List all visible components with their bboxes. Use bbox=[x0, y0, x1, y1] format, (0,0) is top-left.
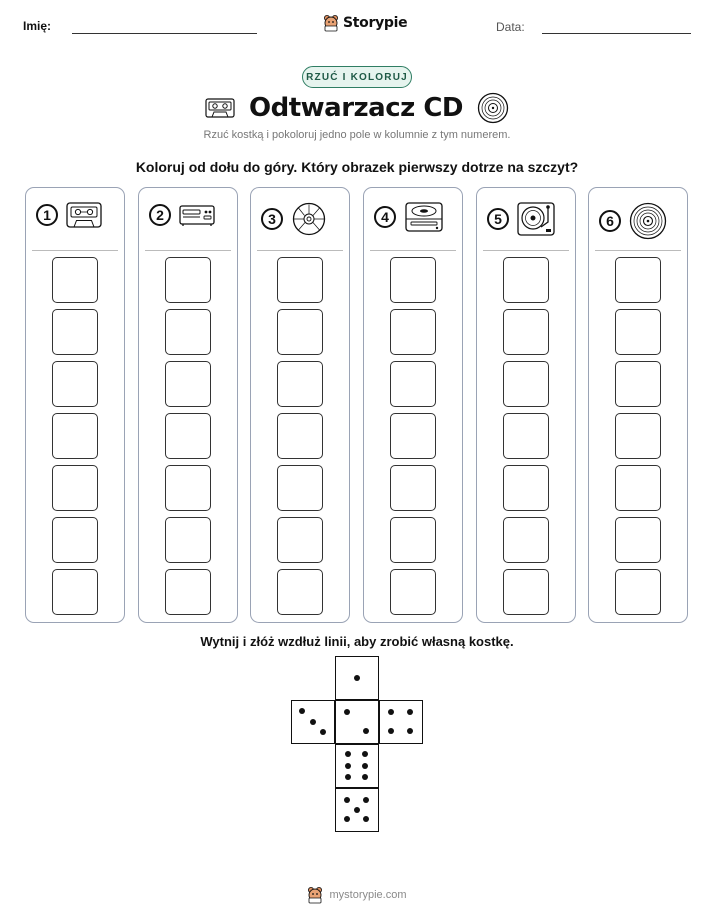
die-pip bbox=[362, 763, 368, 769]
color-cell[interactable] bbox=[503, 517, 549, 563]
die-face-1 bbox=[335, 656, 379, 700]
color-cell[interactable] bbox=[390, 517, 436, 563]
column-number: 4 bbox=[374, 206, 396, 228]
title-row bbox=[0, 92, 714, 124]
color-cell[interactable] bbox=[165, 465, 211, 511]
column-header bbox=[36, 202, 102, 228]
column-2 bbox=[138, 187, 238, 623]
column-divider bbox=[595, 250, 681, 251]
column-3 bbox=[250, 187, 350, 623]
color-cell[interactable] bbox=[503, 465, 549, 511]
die-pip bbox=[354, 807, 360, 813]
turntable-icon bbox=[517, 202, 555, 236]
color-cell[interactable] bbox=[503, 569, 549, 615]
die-pip bbox=[310, 719, 316, 725]
die-pip bbox=[344, 816, 350, 822]
die-pip bbox=[345, 763, 351, 769]
color-cell[interactable] bbox=[52, 413, 98, 459]
color-cell[interactable] bbox=[52, 465, 98, 511]
column-header bbox=[599, 202, 667, 240]
color-cell[interactable] bbox=[165, 413, 211, 459]
die-pip bbox=[362, 751, 368, 757]
color-cell[interactable] bbox=[503, 309, 549, 355]
name-line bbox=[72, 33, 257, 34]
die-pip bbox=[363, 816, 369, 822]
color-cell[interactable] bbox=[277, 517, 323, 563]
bear-icon bbox=[323, 14, 339, 32]
color-cell[interactable] bbox=[52, 361, 98, 407]
color-cell[interactable] bbox=[615, 257, 661, 303]
vinyl-record-icon bbox=[629, 202, 667, 240]
column-1 bbox=[25, 187, 125, 623]
column-header bbox=[149, 202, 215, 228]
color-cell[interactable] bbox=[165, 257, 211, 303]
die-pip bbox=[354, 675, 360, 681]
bear-icon bbox=[307, 886, 323, 904]
color-cell[interactable] bbox=[390, 465, 436, 511]
logo-text: Storypie bbox=[343, 15, 408, 31]
die-face-4 bbox=[379, 700, 423, 744]
color-cell[interactable] bbox=[615, 465, 661, 511]
cd-disc-icon bbox=[291, 202, 327, 236]
boombox-icon bbox=[404, 202, 444, 232]
date-label: Data: bbox=[496, 20, 525, 34]
color-cell[interactable] bbox=[503, 361, 549, 407]
footer-url: mystorypie.com bbox=[329, 889, 407, 901]
color-cell[interactable] bbox=[615, 361, 661, 407]
die-pip bbox=[407, 728, 413, 734]
color-cell[interactable] bbox=[615, 569, 661, 615]
die-pip bbox=[407, 709, 413, 715]
color-cell[interactable] bbox=[52, 309, 98, 355]
column-divider bbox=[370, 250, 456, 251]
color-cell[interactable] bbox=[390, 413, 436, 459]
die-pip bbox=[388, 709, 394, 715]
column-number: 3 bbox=[261, 208, 283, 230]
column-number: 2 bbox=[149, 204, 171, 226]
page-title: Odtwarzacz CD bbox=[249, 93, 463, 123]
instruction: Koloruj od dołu do góry. Który obrazek pierwszy dotrze na szczyt? bbox=[135, 159, 579, 175]
color-cell[interactable] bbox=[615, 413, 661, 459]
color-cell[interactable] bbox=[390, 361, 436, 407]
subtitle: Rzuć kostką i pokoloruj jedno pole w kolumnie z tym numerem. bbox=[203, 129, 511, 141]
cut-instruction: Wytnij i złóż wzdłuż linii, aby zrobić własną kostkę. bbox=[200, 634, 514, 649]
color-cell[interactable] bbox=[390, 257, 436, 303]
color-cell[interactable] bbox=[165, 361, 211, 407]
die-pip bbox=[362, 774, 368, 780]
die-pip bbox=[345, 751, 351, 757]
column-divider bbox=[145, 250, 231, 251]
die-pip bbox=[345, 774, 351, 780]
color-cell[interactable] bbox=[503, 413, 549, 459]
color-cell[interactable] bbox=[615, 309, 661, 355]
column-5 bbox=[476, 187, 576, 623]
color-cell[interactable] bbox=[277, 413, 323, 459]
color-cell[interactable] bbox=[390, 309, 436, 355]
die-face-3 bbox=[291, 700, 335, 744]
vinyl-record-icon bbox=[477, 92, 509, 124]
cassette-icon bbox=[66, 202, 102, 228]
color-cell[interactable] bbox=[165, 309, 211, 355]
color-cell[interactable] bbox=[52, 569, 98, 615]
column-number: 6 bbox=[599, 210, 621, 232]
column-header bbox=[261, 202, 327, 236]
color-cell[interactable] bbox=[277, 309, 323, 355]
die-face-2 bbox=[335, 700, 379, 744]
color-cell[interactable] bbox=[165, 569, 211, 615]
activity-badge: RZUĆ I KOLORUJ bbox=[302, 66, 412, 88]
name-label: Imię: bbox=[23, 19, 52, 33]
die-pip bbox=[363, 728, 369, 734]
color-cell[interactable] bbox=[165, 517, 211, 563]
date-line bbox=[542, 33, 691, 34]
color-cell[interactable] bbox=[277, 257, 323, 303]
color-cell[interactable] bbox=[503, 257, 549, 303]
footer bbox=[0, 886, 714, 904]
die-face-6 bbox=[335, 744, 379, 788]
cassette-icon bbox=[205, 98, 235, 118]
cd-player-icon bbox=[179, 202, 215, 228]
logo bbox=[323, 13, 407, 33]
die-pip bbox=[344, 797, 350, 803]
column-header bbox=[487, 202, 555, 236]
color-cell[interactable] bbox=[277, 569, 323, 615]
die-pip bbox=[363, 797, 369, 803]
color-cell[interactable] bbox=[52, 517, 98, 563]
color-cell[interactable] bbox=[390, 569, 436, 615]
die-pip bbox=[320, 729, 326, 735]
die-pip bbox=[299, 708, 305, 714]
column-divider bbox=[483, 250, 569, 251]
color-cell[interactable] bbox=[615, 517, 661, 563]
column-divider bbox=[257, 250, 343, 251]
die-pip bbox=[344, 709, 350, 715]
column-6 bbox=[588, 187, 688, 623]
column-number: 5 bbox=[487, 208, 509, 230]
die-pip bbox=[388, 728, 394, 734]
color-cell[interactable] bbox=[52, 257, 98, 303]
column-divider bbox=[32, 250, 118, 251]
color-cell[interactable] bbox=[277, 465, 323, 511]
color-cell[interactable] bbox=[277, 361, 323, 407]
column-number: 1 bbox=[36, 204, 58, 226]
die-face-5 bbox=[335, 788, 379, 832]
column-header bbox=[374, 202, 444, 232]
column-4 bbox=[363, 187, 463, 623]
